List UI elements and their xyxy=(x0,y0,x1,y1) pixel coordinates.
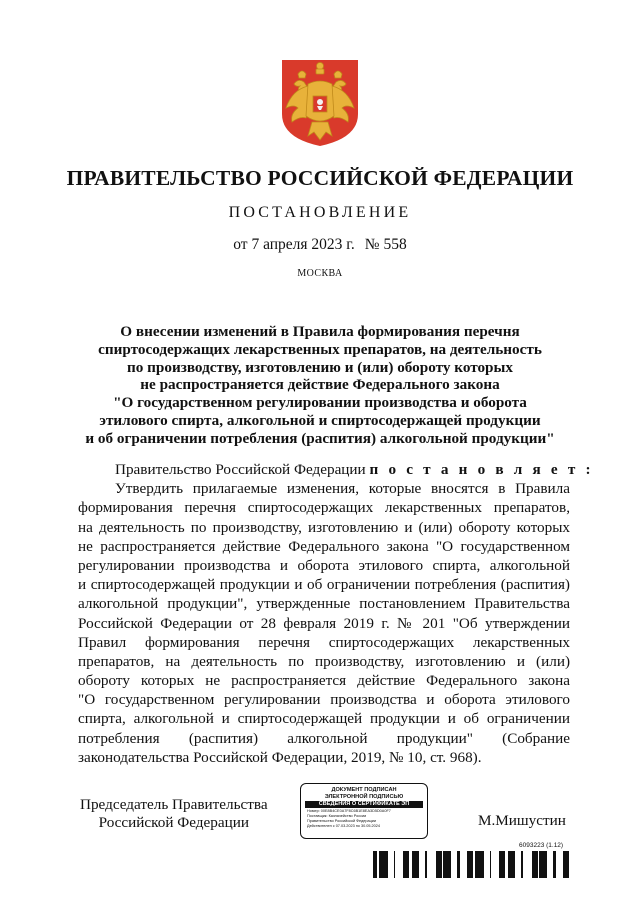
body-line: на деятельность по производству, изготовлению и (или) обороту которых xyxy=(78,518,570,536)
body-intro: Правительство Российской Федерации xyxy=(115,461,366,478)
body-line: законодательства Российской Федерации, 2019, № 10, ст. 968). xyxy=(78,748,482,766)
issue-city: МОСКВА xyxy=(297,268,343,279)
government-title: ПРАВИТЕЛЬСТВО РОССИЙСКОЙ ФЕДЕРАЦИИ xyxy=(66,166,574,190)
body-line: регулировании производства и оборота этилового спирта, алкогольной xyxy=(78,556,570,574)
body-line: Утвердить прилагаемые изменения, которые вносятся в Правила xyxy=(115,480,570,498)
body-line: формирования перечня спиртосодержащих лекарственных препаратов, xyxy=(78,499,570,517)
stamp-line: ЭЛЕКТРОННОЙ ПОДПИСЬЮ xyxy=(324,793,404,800)
document-date-line xyxy=(0,236,640,254)
subject-line: этилового спирта, алкогольной и спиртосодержащей продукции xyxy=(99,411,541,429)
subject-line: и об ограничении потребления (распития) алкогольной продукции" xyxy=(85,429,555,447)
subject-line: О внесении изменений в Правила формирования перечня xyxy=(120,323,520,340)
stamp-certificate-validity: Действителен с 07.03.2023 по 30.05.2024 xyxy=(307,824,380,828)
barcode-icon xyxy=(373,851,570,878)
body-line: и спиртосодержащей продукции и об ограничении потребления (распития) xyxy=(78,576,570,594)
body-line: спирта, алкогольной и спиртосодержащей продукции и об ограничении xyxy=(78,710,570,728)
stamp-certificate-organization: Правительство Российской Федерации xyxy=(307,819,377,823)
signatory-position xyxy=(80,796,268,832)
body-line: "О государственном регулировании производства и оборота этилового xyxy=(78,691,570,709)
body-line: потребления (распития) алкогольной продукции" (Собрание xyxy=(78,729,570,747)
electronic-signature-stamp xyxy=(300,783,428,839)
resolve-word: п о с т а н о в л я е т : xyxy=(369,461,594,478)
signatory-name: М.Мишустин xyxy=(478,812,566,829)
stamp-line: ДОКУМЕНТ ПОДПИСАН xyxy=(331,787,397,793)
barcode-caption: 6093223 (1.12) xyxy=(519,842,564,849)
subject-line: спиртосодержащих лекарственных препаратов, на деятельность xyxy=(98,340,542,358)
coat-of-arms-emblem xyxy=(278,56,362,148)
body-line: не распространяется действие Федерального закона "О государственном xyxy=(78,537,570,555)
stamp-certificate-number: Номер: 00E8B4CE0A7F8C6B1E8EA3D5D0A0F7 xyxy=(307,809,391,813)
body-line: Российской Федерации от 28 февраля 2019 г. № 201 "Об утверждении xyxy=(78,614,570,632)
stamp-certificate-owner: Поставщик: Казначейство России xyxy=(307,814,367,818)
document-body xyxy=(78,460,594,767)
document-type: ПОСТАНОВЛЕНИЕ xyxy=(228,204,412,221)
body-line: Правил формирования перечня спиртосодержащих лекарственных xyxy=(78,633,570,651)
body-line: обороту которых не распространяется действие Федерального закона xyxy=(78,672,570,690)
document-subject xyxy=(70,323,570,448)
subject-line: не распространяется действие Федерального закона xyxy=(140,376,500,394)
double-headed-eagle-icon xyxy=(278,56,362,148)
document-date: от 7 апреля 2023 г. xyxy=(233,236,355,253)
subject-line: "О государственном регулировании производства и оборота xyxy=(113,394,527,412)
subject-line: по производству, изготовлению и (или) обороту которых xyxy=(127,358,513,376)
signatory-position-line: Российской Федерации xyxy=(98,814,249,831)
signatory-position-line: Председатель Правительства xyxy=(80,796,268,813)
body-line: алкогольной продукции", утвержденные постановлением Правительства xyxy=(78,595,570,613)
stamp-certificate-header: СВЕДЕНИЯ О СЕРТИФИКАТЕ ЭП xyxy=(305,801,423,808)
body-intro-line xyxy=(78,460,594,479)
body-line: препаратов, на деятельность по производству, изготовлению и (или) xyxy=(78,652,570,670)
document-number: № 558 xyxy=(364,236,407,253)
